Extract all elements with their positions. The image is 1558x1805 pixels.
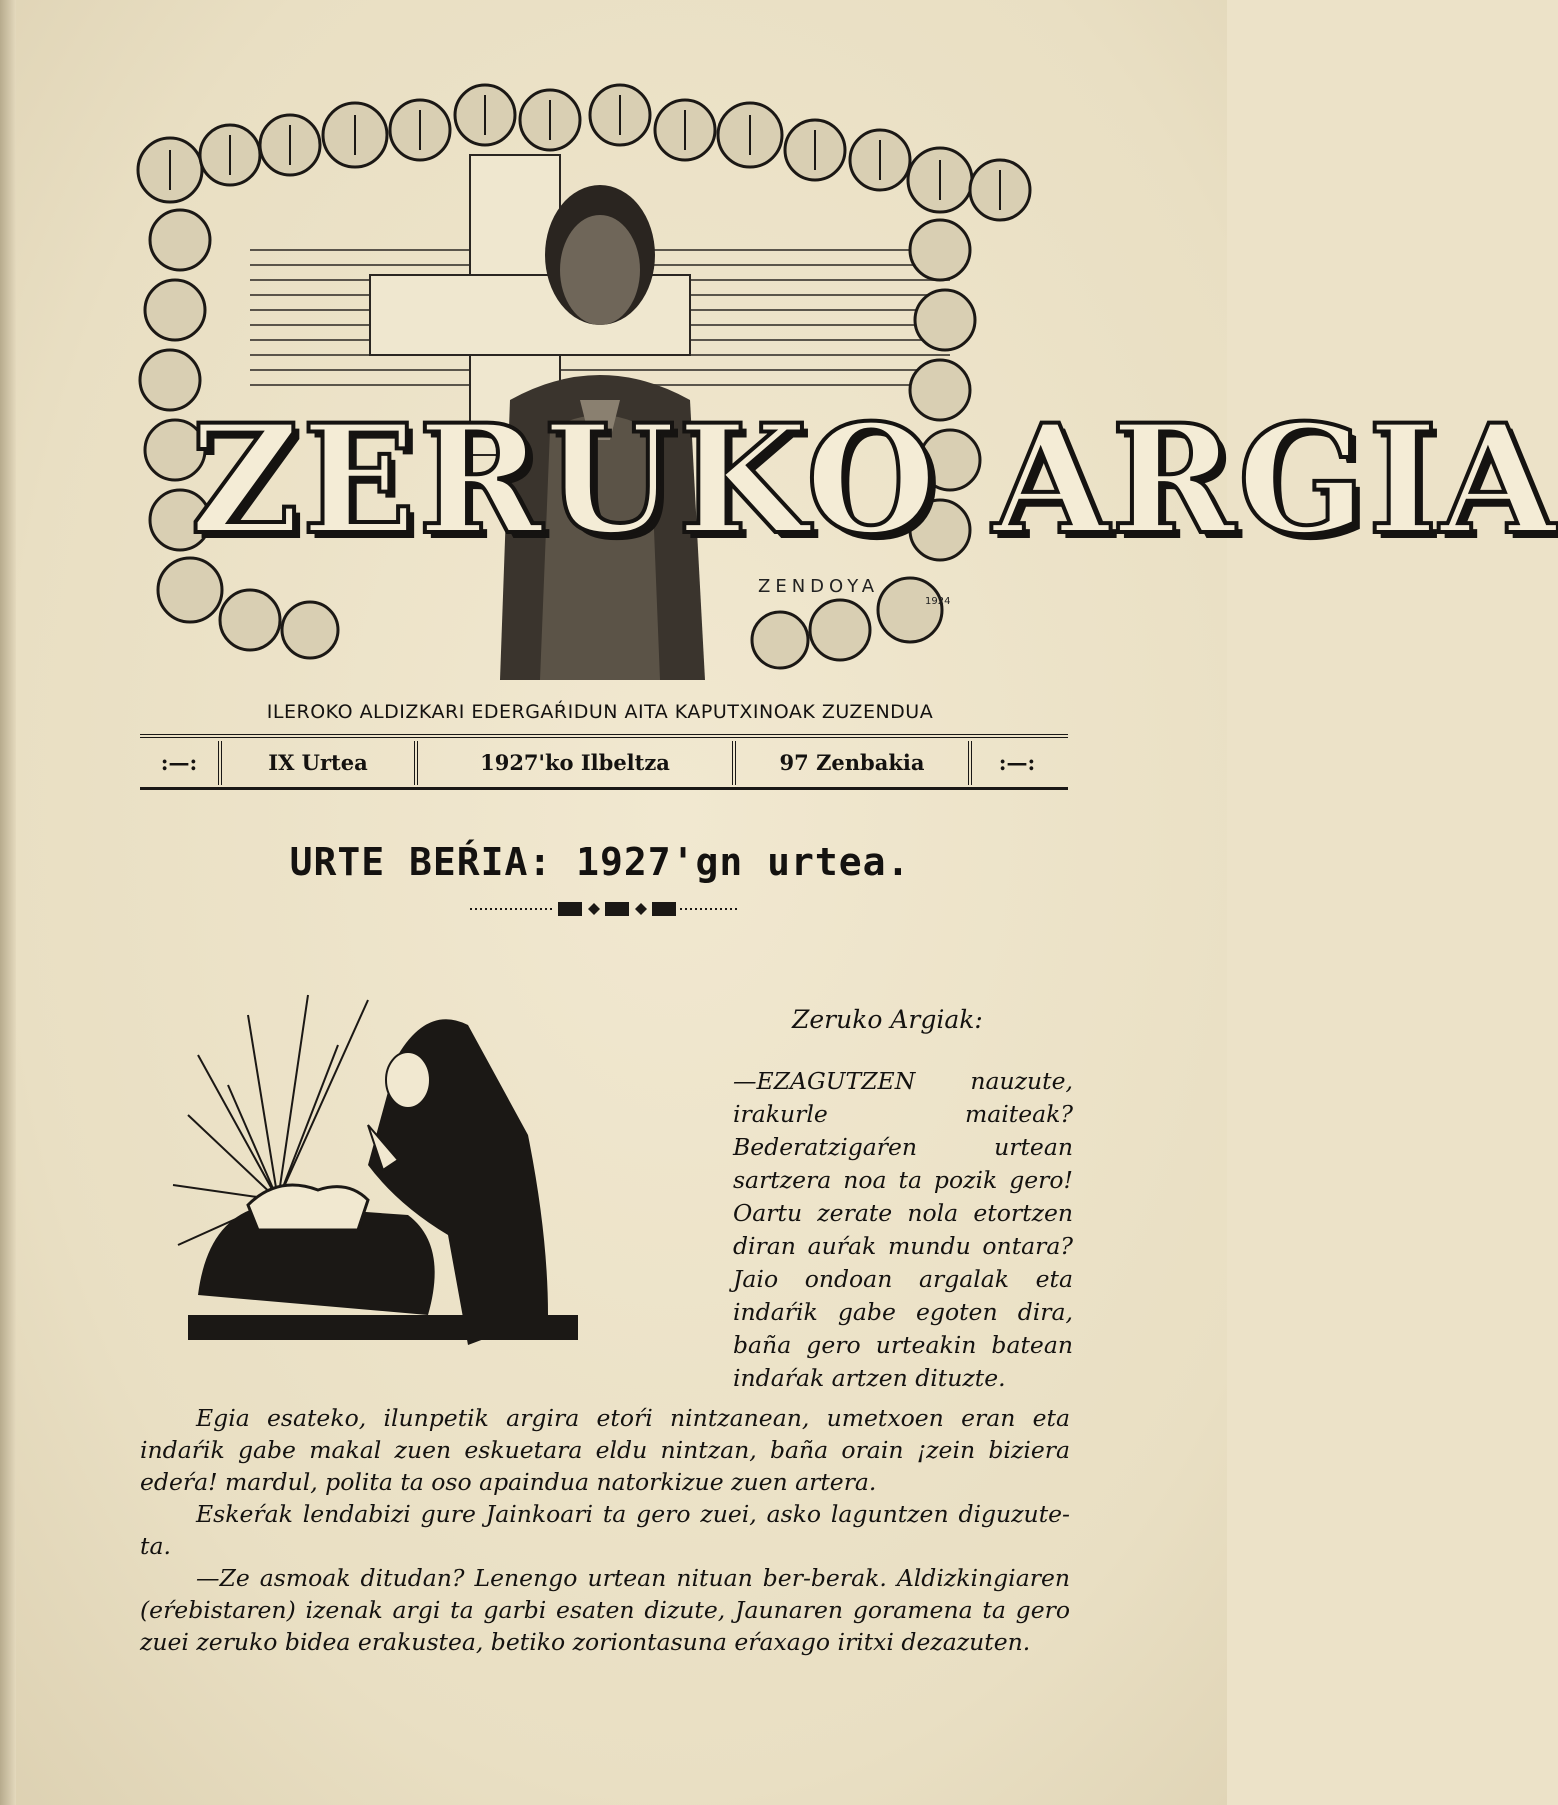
artist-signature: ZENDOYA bbox=[758, 576, 880, 597]
article-column-text bbox=[733, 1065, 1073, 1395]
body-paragraph: —Ze asmoak ditudan? Lenengo urtean nituan ber-berak. Aldizkingiaren (eŕebistaren) izenak argi ta garbi esaten dizute, Jaunaren goramena ta gero zuei zeruko bidea erakustea, betiko zoriontasuna eŕaxago iritxi dezazuten. bbox=[140, 1564, 1070, 1656]
column-paragraph: —EZAGUTZEN nauzute, irakurle maiteak? Bederatzigaŕen urtean sartzera noa ta pozik gero! Oartu zerate nola etortzen diran auŕak mundu ontara? Jaio ondoan argalak eta indaŕik gabe egoten dira, baña gero urteakin batean indaŕak artzen dituzte. bbox=[733, 1067, 1073, 1392]
info-right-ornament: :—: bbox=[998, 750, 1036, 775]
ornament-divider bbox=[470, 900, 740, 918]
page-binding-edge bbox=[0, 0, 16, 1805]
article-salutation: Zeruko Argiak: bbox=[792, 1005, 983, 1034]
masthead-title: ZERUKO ARGIA bbox=[190, 392, 1558, 568]
magazine-subtitle: ILEROKO ALDIZKARI EDERGAŔIDUN AITA KAPUTXINOAK ZUZENDUA bbox=[266, 701, 934, 723]
nativity-illustration bbox=[168, 985, 708, 1385]
info-left-ornament: :—: bbox=[140, 741, 222, 785]
article-body bbox=[140, 1402, 1070, 1658]
info-date: 1927'ko Ilbeltza bbox=[418, 741, 736, 785]
body-paragraph: Eskeŕak lendabizi gure Jainkoari ta gero zuei, asko laguntzen diguzute-ta. bbox=[140, 1500, 1070, 1560]
artist-signature-year: 1924 bbox=[925, 596, 951, 607]
article-headline: URTE BEŔIA: 1927'gn urtea. bbox=[289, 840, 911, 884]
issue-info-bar bbox=[140, 734, 1068, 790]
info-year: IX Urtea bbox=[222, 741, 418, 785]
info-issue: 97 Zenbakia bbox=[736, 741, 972, 785]
body-paragraph: Egia esateko, ilunpetik argira etoŕi nintzanean, umetxoen eran eta indaŕik gabe makal zuen eskuetara eldu nintzan, baña orain ¡zein biziera edeŕa! mardul, polita ta oso apaindua natorkizue zuen artera. bbox=[140, 1404, 1070, 1496]
